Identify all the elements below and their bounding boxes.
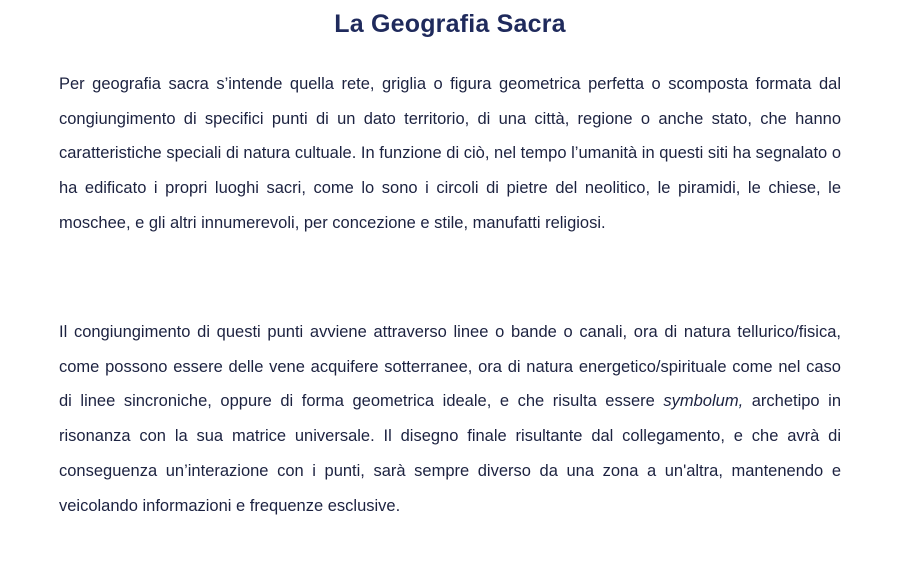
page-title: La Geografia Sacra (334, 10, 566, 38)
paragraph-2-text-start: Il congiungimento di questi punti avviene attraverso linee o bande o canali, ora di natura tellurico/fisica, come possono essere delle vene acquifere sotterranee, ora di natura energetico/spirituale come nel caso di linee sincroniche, oppure di forma geometrica ideale, e che risulta essere (59, 323, 841, 411)
paragraph-2-italic-term: symbolum, (663, 392, 744, 411)
paragraph-2 (59, 315, 841, 523)
paragraph-1: Per geografia sacra s’intende quella rete, griglia o figura geometrica perfetta o scomposta formata dal congiungimento di specifici punti di un dato territorio, di una città, regione o anche stato, che hanno caratteristiche speciali di natura cultuale. In funzione di ciò, nel tempo l’umanità in questi siti ha segnalato o ha edificato i propri luoghi sacri, come lo sono i circoli di pietre del neolitico, le piramidi, le chiese, le moschee, e gli altri innumerevoli, per concezione e stile, manufatti religiosi. (59, 75, 841, 232)
paragraph-2-text-end: archetipo in risonanza con la sua matrice universale. Il disegno finale risultante dal collegamento, e che avrà di conseguenza un’interazione con i punti, sarà sempre diverso da una zona a un'altra, mantenendo e veicolando informazioni e frequenze esclusive. (59, 392, 842, 515)
